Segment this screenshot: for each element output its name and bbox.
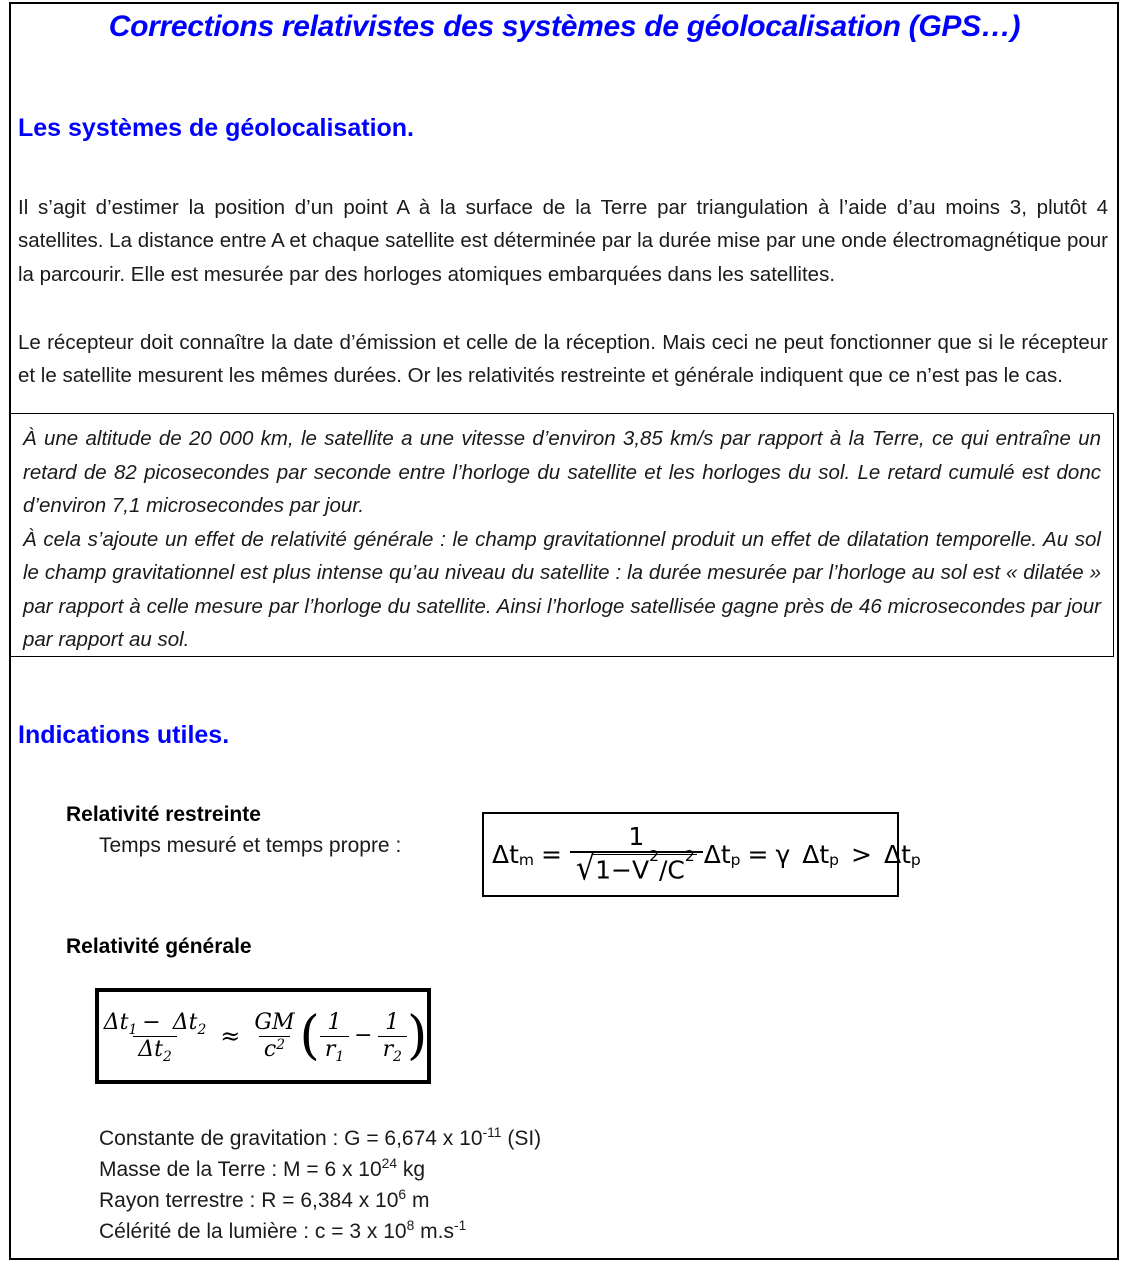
t-symbol-4: t [901, 839, 911, 869]
fraction-gm-c2 [249, 1009, 299, 1062]
superscript-2: 2 [276, 1036, 286, 1053]
superscript-2-a: 2 [649, 847, 659, 866]
fraction-denominator [570, 847, 703, 889]
fraction-numerator: GM [254, 1009, 295, 1035]
delta-symbol: Δ [103, 1009, 120, 1035]
subheading-relativite-generale: Relativité générale [66, 935, 252, 958]
superscript-2-b: 2 [684, 847, 695, 866]
t-symbol-3: t [154, 1036, 163, 1062]
constant-label: Célérité de la lumière : c = 3 x 10 [99, 1220, 407, 1243]
subscript-2b: 2 [162, 1048, 172, 1065]
t-symbol: t [119, 1009, 129, 1035]
delta-symbol-3: Δ [138, 1036, 155, 1062]
section-heading-geolocalisation: Les systèmes de géolocalisation. [18, 114, 414, 142]
subscript-1: 1 [335, 1048, 345, 1065]
delta-symbol-2: Δ [172, 1009, 189, 1035]
constant-exponent: 8 [406, 1217, 415, 1233]
C-symbol: C [667, 855, 685, 885]
framed-note-box [10, 413, 1114, 657]
subscript-p-3: p [910, 850, 921, 869]
equals-symbol-2: = [747, 839, 769, 869]
subscript-p-2: p [829, 850, 840, 869]
V-symbol: V [631, 855, 650, 885]
fraction-denominator [259, 1036, 290, 1061]
subscript-2: 2 [393, 1048, 402, 1065]
t-symbol-3: t [819, 839, 830, 869]
delta-symbol: Δ [492, 839, 510, 869]
fraction-numerator: 1 [327, 1009, 342, 1035]
minus-symbol: − [611, 855, 632, 885]
minus-symbol: − [142, 1009, 161, 1035]
radicand [593, 847, 697, 885]
fraction-delta-t [99, 1009, 212, 1065]
paragraph-geolocalisation-1: Il s’agit d’estimer la position d’un point A à la surface de la Terre par triangulation à l’aide d’au moins 3, plutôt 4 satellites. La distance entre A et chaque satellite est déterminée par la durée mise par une onde électromagnétique pour la parcourir. Elle est mesurée par des horloges atomiques embarquées dans les satellites. [18, 195, 1108, 286]
constant-item-gravitation [99, 1123, 541, 1154]
formula-box-relativite-restreinte [482, 812, 921, 897]
delta-symbol-4: Δ [883, 839, 902, 869]
constant-item-celerite-lumiere [99, 1216, 541, 1247]
label-temps-mesure-temps-propre: Temps mesuré et temps propre : [99, 834, 402, 857]
c-symbol: c [263, 1036, 277, 1062]
fraction-1-r1 [320, 1009, 349, 1065]
constant-exponent: 6 [398, 1186, 407, 1202]
constant-exponent: 24 [381, 1155, 398, 1171]
subheading-relativite-restreinte: Relativité restreinte [66, 803, 261, 826]
equals-symbol-1: = [541, 839, 562, 869]
greater-than-symbol: > [851, 839, 872, 869]
constant-label: Constante de gravitation : G = 6,674 x 10 [99, 1127, 483, 1150]
fraction-numerator: 1 [628, 821, 645, 851]
fraction-denominator [133, 1036, 177, 1065]
section-heading-indications: Indications utiles. [18, 721, 230, 749]
fraction-numerator [99, 1009, 212, 1038]
constant-label: Masse de la Terre : M = 6 x 10 [99, 1158, 382, 1181]
constant-item-masse-terre [99, 1154, 541, 1185]
constant-tail: m [406, 1189, 430, 1212]
constant-tail: (SI) [501, 1127, 542, 1150]
radical-icon: √ [575, 848, 596, 889]
subscript-2: 2 [197, 1021, 207, 1038]
t-symbol: t [509, 839, 519, 869]
slash-symbol: / [658, 855, 668, 885]
framed-note-paragraph-1: À une altitude de 20 000 km, le satellite a une vitesse d’environ 3,85 km/s par rapport à la Terre, ce qui entraîne un retard de 82 picosecondes par seconde entre l’horloge du satellite et les horloges du sol. Le retard cumulé est donc d’environ 7,1 microsecondes par jour. [23, 427, 1101, 517]
paragraph-geolocalisation-2: Le récepteur doit connaître la date d’émission et celle de la réception. Mais ceci ne peut fonctionner que si le récepteur et le satellite mesurent les mêmes durées. Or les relativités restreinte et générale indiquent que ce n’est pas le cas. [18, 330, 1108, 387]
fraction-1-r2 [378, 1009, 407, 1065]
formula-relativite-generale [99, 1006, 428, 1067]
formula-relativite-restreinte [492, 821, 921, 889]
t-symbol-2: t [720, 839, 731, 869]
delta-symbol-3: Δ [802, 839, 820, 869]
paren-close: ) [406, 1006, 428, 1067]
square-root-expression [575, 847, 697, 889]
constant-tail: m.s [414, 1220, 454, 1243]
framed-note-paragraph-2: À cela s’ajoute un effet de relativité générale : le champ gravitationnel produit un effet de dilatation temporelle. Au sol le champ gravitationnel est plus intense qu’au niveau du satellite : la durée mesurée par l’horloge au sol est « dilatée » par rapport à celle mesure par l’horloge du satellite. Ainsi l’horloge satellisée gagne près de 46 microsecondes par jour par rapport au sol. [23, 527, 1101, 651]
one-term: 1 [595, 855, 612, 885]
constants-list [99, 1123, 541, 1247]
constant-tail: kg [397, 1158, 426, 1181]
constant-tail-exponent: -1 [453, 1217, 467, 1233]
constant-exponent: -11 [482, 1124, 502, 1140]
r-symbol: r [324, 1036, 336, 1062]
formula-box-relativite-generale [95, 988, 431, 1084]
approx-symbol: ≈ [220, 1022, 241, 1050]
fraction-lorentz [570, 821, 703, 889]
constant-label: Rayon terrestre : R = 6,384 x 10 [99, 1189, 399, 1212]
minus-symbol-2: − [354, 1023, 373, 1048]
fraction-denominator [378, 1036, 407, 1065]
delta-symbol-2: Δ [703, 839, 721, 869]
r-symbol-2: r [382, 1036, 394, 1062]
constant-item-rayon-terrestre [99, 1185, 541, 1216]
t-symbol-2: t [188, 1009, 198, 1035]
page-title: Corrections relativistes des systèmes de géolocalisation (GPS…) [108, 10, 1021, 43]
fraction-numerator: 1 [385, 1009, 400, 1035]
subscript-p-1: p [730, 850, 741, 869]
paren-open: ( [299, 1006, 320, 1067]
fraction-denominator [320, 1036, 349, 1065]
subscript-1: 1 [128, 1021, 138, 1038]
gamma-symbol: γ [775, 839, 791, 869]
subscript-m: m [518, 850, 535, 869]
